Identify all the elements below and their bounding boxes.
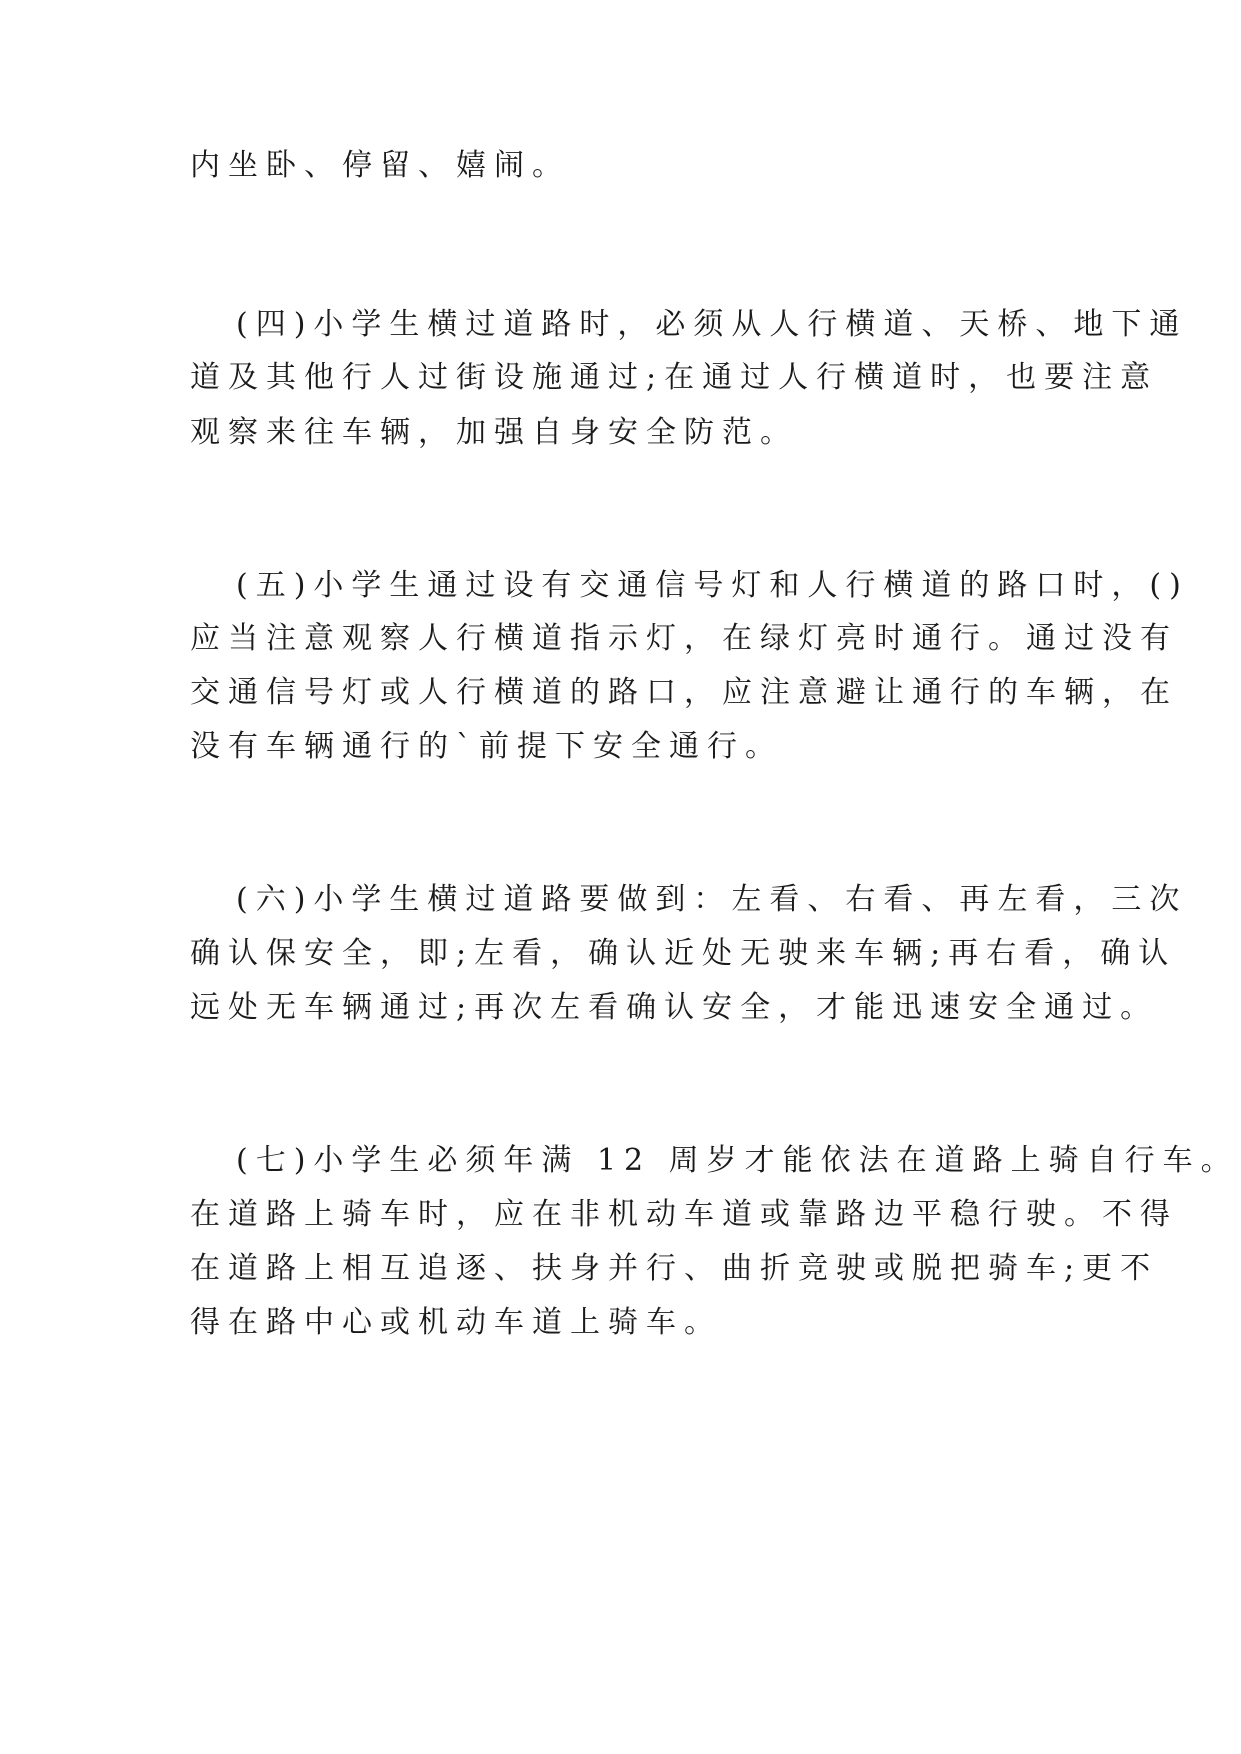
paragraph-line: 得在路中心或机动车道上骑车。 [190, 1305, 722, 1340]
paragraph-line: 没有车辆通行的`前提下安全通行。 [190, 729, 783, 764]
paragraph-line: 观察来往车辆，加强自身安全防范。 [190, 415, 798, 450]
paragraph-line: 确认保安全，即;左看，确认近处无驶来车辆;再右看，确认 [190, 936, 1177, 971]
paragraph-line: (六)小学生横过道路要做到：左看、右看、再左看，三次 [236, 882, 1188, 917]
paragraph-line: 交通信号灯或人行横道的路口，应注意避让通行的车辆，在 [190, 675, 1178, 710]
paragraph-line: 道及其他行人过街设施通过;在通过人行横道时，也要注意 [190, 360, 1159, 395]
paragraph-line: 在道路上骑车时，应在非机动车道或靠路边平稳行驶。不得 [190, 1197, 1178, 1232]
paragraph-line: (五)小学生通过设有交通信号灯和人行横道的路口时，() [236, 568, 1189, 603]
paragraph-line: 在道路上相互追逐、扶身并行、曲折竞驶或脱把骑车;更不 [190, 1251, 1159, 1286]
paragraph-line: 远处无车辆通过;再次左看确认安全，才能迅速安全通过。 [190, 990, 1159, 1025]
paragraph-line: 内坐卧、停留、嬉闹。 [190, 148, 570, 183]
paragraph-line: (四)小学生横过道路时，必须从人行横道、天桥、地下通 [236, 307, 1188, 342]
paragraph-line: 应当注意观察人行横道指示灯，在绿灯亮时通行。通过没有 [190, 621, 1178, 656]
paragraph-line: (七)小学生必须年满 12 周岁才能依法在道路上骑自行车。 [236, 1143, 1239, 1178]
